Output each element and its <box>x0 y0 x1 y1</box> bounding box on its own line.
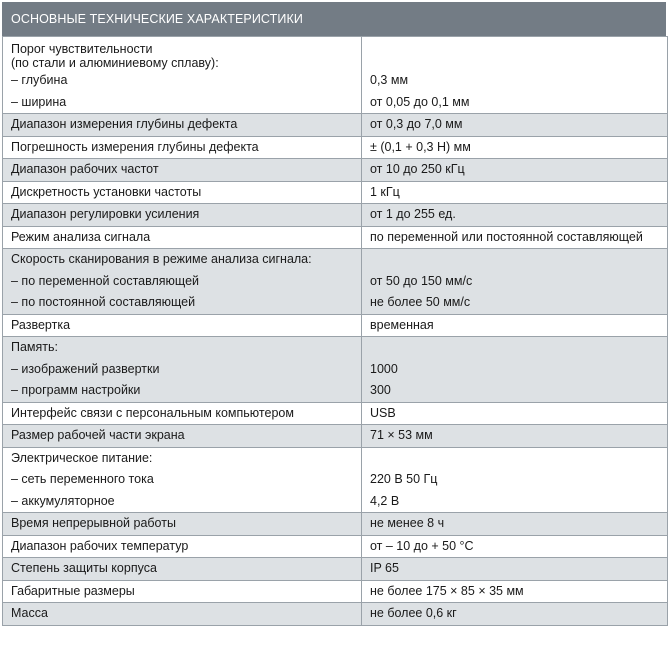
parameter-text: – ширина <box>11 94 67 109</box>
value-cell <box>362 558 668 581</box>
spec-sheet <box>2 2 666 626</box>
table-row <box>3 37 668 114</box>
parameter-cell <box>3 204 362 227</box>
value-text: от 1 до 255 ед. <box>370 207 456 221</box>
table-row <box>3 159 668 182</box>
parameter-text: Диапазон измерения глубины дефекта <box>11 117 238 131</box>
value-text: 71 × 53 мм <box>370 428 433 442</box>
parameter-cell <box>3 402 362 425</box>
table-row <box>3 314 668 337</box>
value-text: 0,3 мм <box>370 73 409 87</box>
parameter-cell <box>3 226 362 249</box>
parameter-text: – сеть переменного тока <box>11 472 154 486</box>
parameter-text: Режим анализа сигнала <box>11 229 151 244</box>
value-text: IP 65 <box>370 561 399 575</box>
table-header: ОСНОВНЫЕ ТЕХНИЧЕСКИЕ ХАРАКТЕРИСТИКИ <box>2 2 666 36</box>
parameter-text: Память: <box>11 340 59 354</box>
parameter-text: Скорость сканирования в режиме анализа сигнала: <box>11 252 312 266</box>
value-text: по переменной или постоянной составляющей <box>370 229 643 244</box>
value-text: не более 175 × 85 × 35 мм <box>370 583 524 598</box>
parameter-text: Степень защиты корпуса <box>11 561 157 575</box>
table-row <box>3 204 668 227</box>
value-text: не более 50 мм/с <box>370 295 471 309</box>
parameter-text: Интерфейс связи с персональным компьютером <box>11 405 294 420</box>
parameter-text: (по стали и алюминиевому сплаву): <box>11 56 219 70</box>
value-text: от 0,3 до 7,0 мм <box>370 117 463 131</box>
table-row <box>3 603 668 626</box>
value-text: временная <box>370 317 434 332</box>
spec-table <box>2 36 668 626</box>
value-cell <box>362 314 668 337</box>
value-text: 1 кГц <box>370 184 400 199</box>
parameter-cell <box>3 558 362 581</box>
value-text: не более 0,6 кг <box>370 606 457 620</box>
value-cell <box>362 204 668 227</box>
parameter-text: Размер рабочей части экрана <box>11 428 185 442</box>
parameter-cell <box>3 603 362 626</box>
value-cell <box>362 136 668 159</box>
table-row <box>3 425 668 448</box>
value-cell <box>362 535 668 558</box>
parameter-cell <box>3 425 362 448</box>
parameter-text: – глубина <box>11 73 68 87</box>
table-row <box>3 402 668 425</box>
table-row <box>3 513 668 536</box>
value-cell <box>362 159 668 182</box>
value-cell <box>362 402 668 425</box>
parameter-cell <box>3 114 362 137</box>
parameter-cell <box>3 181 362 204</box>
table-row <box>3 136 668 159</box>
value-text <box>370 448 659 470</box>
table-row <box>3 558 668 581</box>
value-text <box>370 337 659 359</box>
value-cell <box>362 603 668 626</box>
parameter-cell <box>3 513 362 536</box>
parameter-cell <box>3 580 362 603</box>
value-cell <box>362 513 668 536</box>
value-text <box>370 249 659 271</box>
table-row <box>3 249 668 315</box>
value-cell <box>362 337 668 403</box>
value-cell <box>362 37 668 114</box>
parameter-text: – по постоянной составляющей <box>11 295 196 309</box>
value-cell <box>362 580 668 603</box>
value-text: от 0,05 до 0,1 мм <box>370 94 470 109</box>
value-cell <box>362 249 668 315</box>
parameter-cell <box>3 159 362 182</box>
value-text: 300 <box>370 383 391 397</box>
parameter-text: – изображений развертки <box>11 361 160 376</box>
value-cell <box>362 114 668 137</box>
table-row <box>3 337 668 403</box>
parameter-text: Дискретность установки частоты <box>11 184 202 199</box>
table-row <box>3 535 668 558</box>
value-cell <box>362 181 668 204</box>
parameter-text: Диапазон рабочих частот <box>11 162 159 176</box>
parameter-cell <box>3 314 362 337</box>
parameter-cell <box>3 535 362 558</box>
parameter-text: Порог чувствительности <box>11 42 153 56</box>
table-row <box>3 181 668 204</box>
table-row <box>3 447 668 513</box>
spec-table-body <box>3 37 668 626</box>
parameter-cell <box>3 249 362 315</box>
value-cell <box>362 447 668 513</box>
value-text <box>370 56 659 70</box>
value-text <box>370 42 659 56</box>
value-text: 220 В 50 Гц <box>370 472 438 486</box>
table-row <box>3 114 668 137</box>
value-text: 1000 <box>370 361 398 376</box>
parameter-text: Масса <box>11 606 48 620</box>
value-text: не менее 8 ч <box>370 516 445 530</box>
value-text: от – 10 до + 50 °С <box>370 538 474 553</box>
table-row <box>3 226 668 249</box>
parameter-cell <box>3 337 362 403</box>
parameter-cell <box>3 37 362 114</box>
parameter-cell <box>3 136 362 159</box>
value-text: 4,2 В <box>370 493 400 508</box>
value-text: от 50 до 150 мм/с <box>370 273 473 288</box>
parameter-text: – программ настройки <box>11 383 141 397</box>
value-text: ± (0,1 + 0,3 Н) мм <box>370 139 471 154</box>
parameter-text: – по переменной составляющей <box>11 273 200 288</box>
parameter-cell <box>3 447 362 513</box>
table-row <box>3 580 668 603</box>
value-text: от 10 до 250 кГц <box>370 162 465 176</box>
parameter-text: Диапазон рабочих температур <box>11 538 189 553</box>
parameter-text: Габаритные размеры <box>11 583 135 598</box>
parameter-text: Электрическое питание: <box>11 450 153 465</box>
parameter-text: Время непрерывной работы <box>11 516 176 530</box>
value-cell <box>362 425 668 448</box>
parameter-text: Развертка <box>11 317 71 332</box>
value-text: USB <box>370 405 396 420</box>
parameter-text: Диапазон регулировки усиления <box>11 207 200 221</box>
parameter-text: – аккумуляторное <box>11 493 115 508</box>
value-cell <box>362 226 668 249</box>
parameter-text: Погрешность измерения глубины дефекта <box>11 139 259 154</box>
